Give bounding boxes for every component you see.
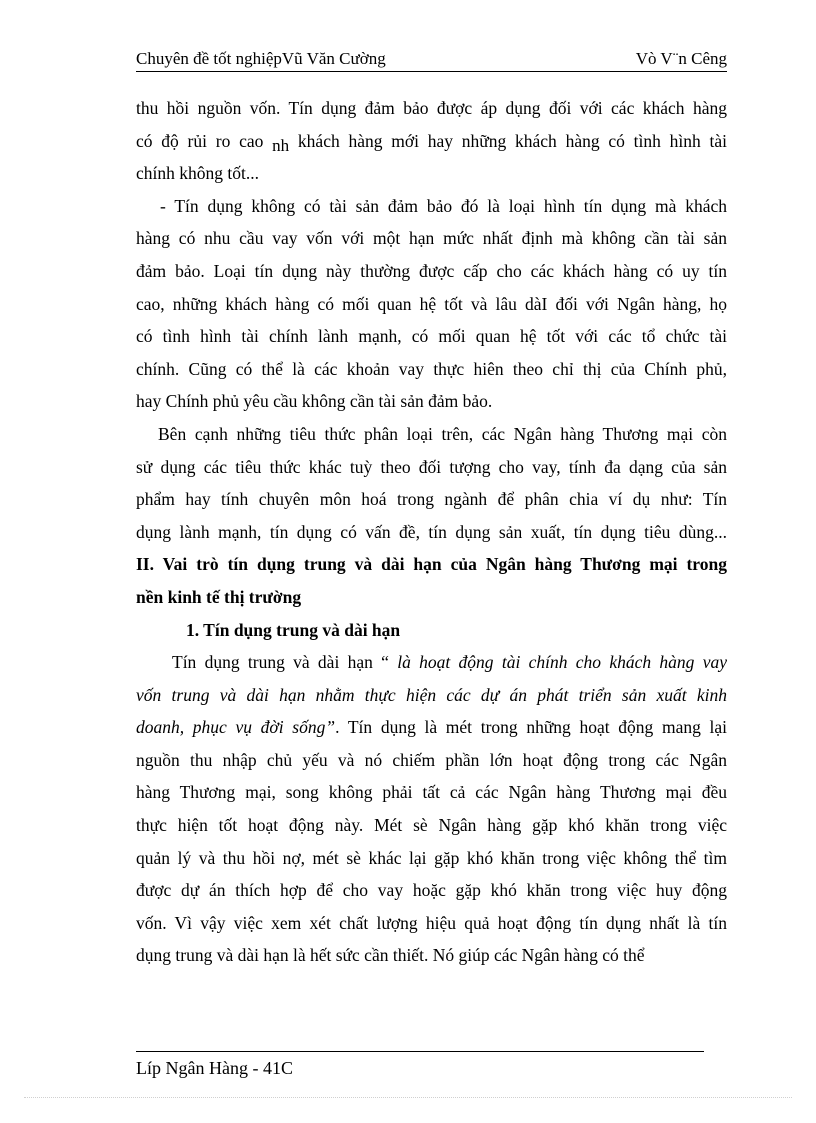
page-header [136, 48, 727, 72]
body-line: chính. Cũng có thể là các khoản vay thực hiên theo chỉ thị của Chính phủ, [136, 358, 727, 379]
body-line: hay Chính phủ yêu cầu không cần tài sản đảm bảo. [136, 391, 493, 412]
body-line: phẩm hay tính chuyên môn hoá trong ngành để phân chia ví dụ như: Tín [136, 489, 727, 510]
body-line: quản lý và thu hồi nợ, mét sè khác lại gặp khó khăn trong việc không thể tìm [136, 847, 727, 868]
body-line: đảm bảo. Loại tín dụng này thường được cấp cho các khách hàng có uy tín [136, 260, 727, 281]
line-segment: khách hàng mới hay những khách hàng có tình hình tài [289, 130, 727, 151]
body-line [136, 125, 727, 158]
line-segment: có độ rủi ro cao [136, 130, 273, 151]
body-line: được dự án thích hợp để cho vay hoặc gặp khó khăn trong việc huy động [136, 880, 727, 901]
body-line: thu hồi nguồn vốn. Tín dụng đảm bảo được áp dụng đối với các khách hàng [136, 98, 727, 118]
body-line: nguồn thu nhập chủ yếu và nó chiếm phần lớn hoạt động trong các Ngân [136, 749, 727, 770]
body-line: cao, những khách hàng có mối quan hệ tốt và lâu dàI đối với Ngân hàng, họ [136, 293, 727, 314]
body-line: hàng Thương mại, song không phải tất cả các Ngân hàng Thương mại đều [136, 782, 727, 803]
body-line [136, 646, 727, 679]
subsection-heading: 1. Tín dụng trung và dài hạn [186, 619, 401, 640]
body-line: dụng lành mạnh, tín dụng có vấn đề, tín dụng sản xuất, tín dụng tiêu dùng... [136, 521, 727, 542]
body-line: Bên cạnh những tiêu thức phân loại trên, các Ngân hàng Thương mại còn [158, 423, 727, 444]
line-segment: nh [272, 135, 290, 155]
line-segment-italic: doanh, phục vụ đời sống” [136, 717, 336, 738]
page-edge-divider [24, 1097, 792, 1098]
line-segment-italic: là hoạt động tài chính cho khách hàng vay [397, 652, 727, 673]
section-heading: II. Vai trò tín dụng trung và dài hạn của Ngân hàng Thương mại trong [136, 554, 727, 575]
body-line: thực hiện tốt hoạt động này. Mét sè Ngân hàng gặp khó khăn trong việc [136, 815, 727, 836]
line-segment: Tín dụng trung và dài hạn “ [172, 652, 398, 673]
line-segment: . Tín dụng là mét trong những hoạt động mang lại [335, 717, 728, 738]
body-line: chính không tốt... [136, 163, 259, 184]
body-line: sử dụng các tiêu thức khác tuỳ theo đối tượng cho vay, tính đa dạng của sản [136, 456, 727, 477]
body-line: vốn. Vì vậy việc xem xét chất lượng hiệu quả hoạt động tín dụng nhất là tín [136, 912, 727, 933]
body-line: vốn trung và dài hạn nhằm thực hiện các dự án phát triển sản xuất kinh [136, 684, 727, 705]
body-line: có tình hình tài chính lành mạnh, có mối quan hệ tốt với các tổ chức tài [136, 326, 727, 347]
section-heading: nền kinh tế thị trường [136, 586, 302, 607]
page-footer: Líp Ngân Hàng - 41C [136, 1058, 293, 1078]
body-line [136, 711, 727, 744]
footer-divider [136, 1051, 704, 1052]
header-right: Vò V¨n Cêng [635, 49, 727, 68]
body-text [136, 92, 727, 972]
body-line: hàng có nhu cầu vay vốn với một hạn mức nhất định mà không cần tài sản [136, 228, 727, 249]
header-left: Chuyên đề tốt nghiệpVũ Văn Cường [136, 49, 386, 68]
bullet-line: - Tín dụng không có tài sản đảm bảo đó là loại hình tín dụng mà khách [160, 195, 727, 216]
body-line: dụng trung và dài hạn là hết sức cần thiết. Nó giúp các Ngân hàng có thể [136, 945, 645, 966]
